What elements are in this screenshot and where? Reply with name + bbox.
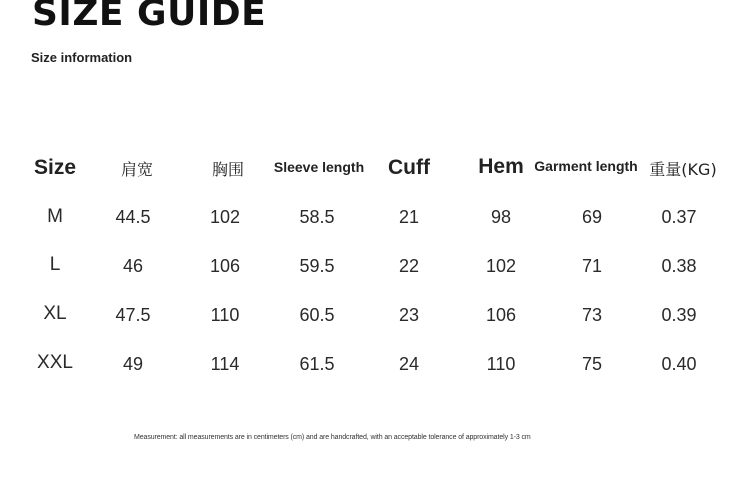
header-garment-length: Garment length [534, 158, 638, 174]
header-shoulder: 肩宽 [120, 160, 154, 179]
row-sleeve-length: 59.5 [299, 256, 335, 276]
header-weight: 重量(KG) [649, 160, 717, 179]
row-chest: 102 [209, 207, 241, 227]
row-cuff: 21 [398, 207, 420, 227]
row-garment-length: 71 [581, 256, 603, 276]
row-cuff: 24 [398, 354, 420, 374]
row-weight: 0.39 [661, 305, 697, 325]
row-shoulder: 49 [122, 354, 144, 374]
row-shoulder: 47.5 [115, 305, 151, 325]
row-cuff: 23 [398, 305, 420, 325]
row-sleeve-length: 61.5 [299, 354, 335, 374]
row-weight: 0.38 [661, 256, 697, 276]
header-cuff: Cuff [388, 156, 430, 179]
row-hem: 106 [485, 305, 517, 325]
measurement-note: Measurement: all measurements are in centimeters (cm) and are handcrafted, with an acceptable tolerance of approximately 1-3 cm [134, 434, 531, 441]
row-hem: 110 [486, 354, 516, 374]
row-garment-length: 69 [581, 207, 603, 227]
header-hem: Hem [478, 155, 524, 178]
row-size: XXL [37, 352, 73, 373]
row-shoulder: 46 [122, 256, 144, 276]
row-sleeve-length: 58.5 [299, 207, 335, 227]
row-size: L [49, 254, 61, 275]
row-weight: 0.37 [661, 207, 697, 227]
row-sleeve-length: 60.5 [299, 305, 335, 325]
row-garment-length: 73 [581, 305, 603, 325]
row-hem: 102 [485, 256, 517, 276]
page-subtitle: Size information [31, 50, 133, 65]
row-chest: 110 [210, 305, 240, 325]
row-hem: 98 [490, 207, 512, 227]
page-title: SIZE GUIDE [32, 0, 267, 34]
header-chest: 胸围 [211, 160, 245, 179]
row-size: M [47, 206, 63, 227]
row-weight: 0.40 [661, 354, 697, 374]
row-cuff: 22 [398, 256, 420, 276]
row-shoulder: 44.5 [115, 207, 151, 227]
row-size: XL [43, 303, 67, 324]
header-size: Size [33, 156, 77, 179]
row-garment-length: 75 [581, 354, 603, 374]
row-chest: 106 [209, 256, 241, 276]
header-sleeve-length: Sleeve length [273, 159, 365, 175]
row-chest: 114 [210, 354, 240, 374]
